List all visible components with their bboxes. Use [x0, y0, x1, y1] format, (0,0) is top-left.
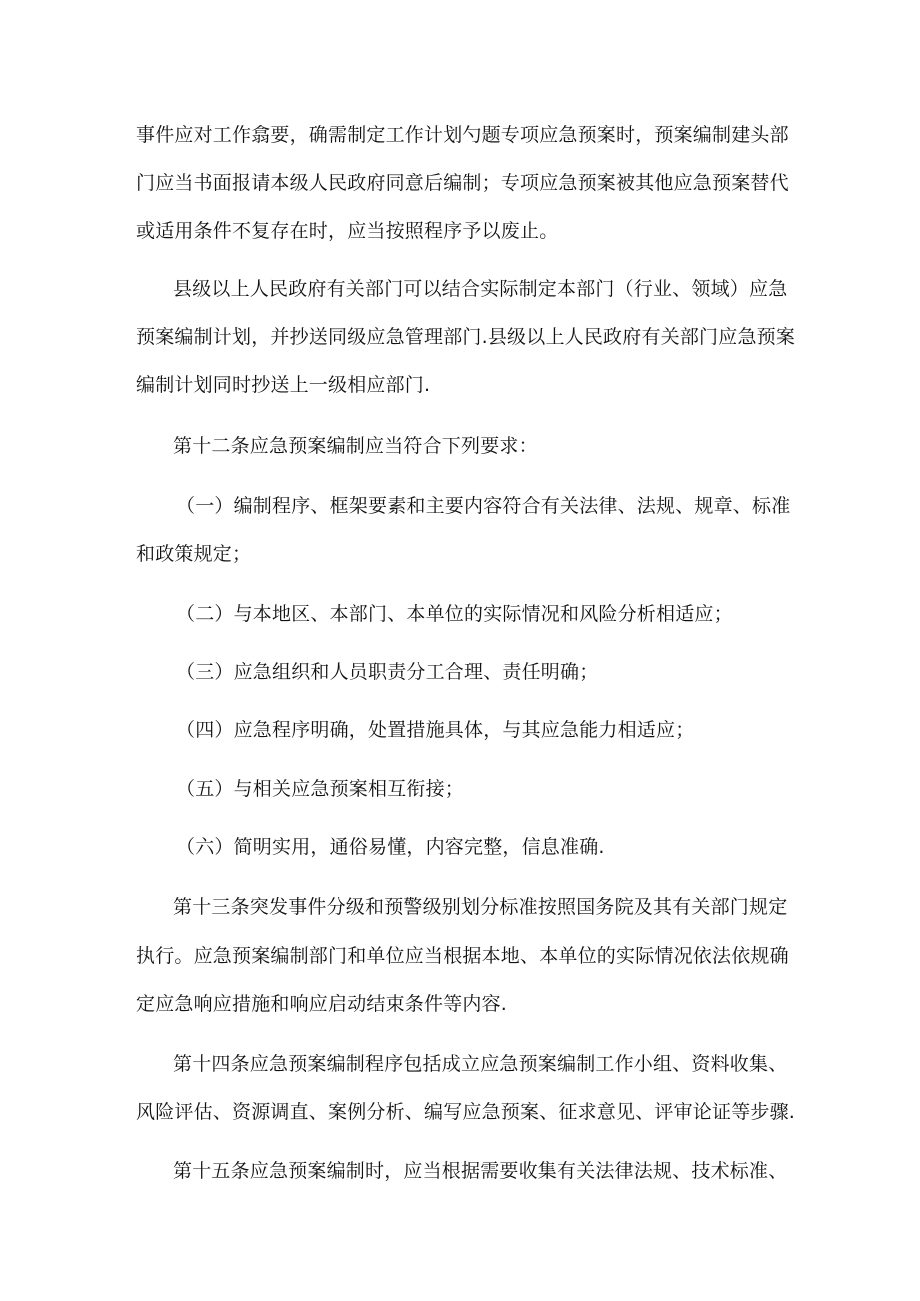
text-line-6: 编制计划同时抄送上一级相应部门.: [136, 374, 431, 396]
text-line-14: （六）简明实用，通俗易懂，内容完整，信息准确.: [176, 836, 605, 858]
text-line-12: （四）应急程序明确，处置措施具体，与其应急能力相适应；: [176, 719, 695, 741]
text-line-17: 定应急响应措施和响应启动结束条件等内容.: [136, 993, 508, 1015]
text-line-11: （三）应急组织和人员职责分工合理、责任明确；: [176, 661, 599, 683]
text-line-18: 第十四条应急预案编制程序包括成立应急预案编制工作小组、资料收集、: [173, 1053, 788, 1075]
text-line-15: 第十三条突发事件分级和预警级别划分标准按照国务院及其有关部门规定: [173, 896, 788, 918]
text-line-13: （五）与相关应急预案相互衔接；: [176, 778, 465, 800]
text-line-10: （二）与本地区、本部门、本单位的实际情况和风险分析相适应；: [176, 603, 733, 625]
text-line-19: 风险评估、资源调直、案例分析、编写应急预案、征求意见、评审论证等步骤.: [136, 1101, 796, 1123]
text-line-2: 门应当书面报请本级人民政府同意后编制；专项应急预案被其他应急预案替代: [136, 172, 789, 194]
text-line-5: 预案编制计划，并抄送同级应急管理部门.县级以上人民政府有关部门应急预案: [136, 326, 796, 348]
text-line-4: 县级以上人民政府有关部门可以结合实际制定本部门（行业、领域）应急: [173, 278, 788, 300]
text-line-16: 执行。应急预案编制部门和单位应当根据本地、本单位的实际情况依法依规确: [136, 945, 789, 967]
text-line-9: 和政策规定；: [136, 543, 252, 565]
text-line-20: 第十五条应急预案编制时，应当根据需要收集有关法律法规、技术标准、: [173, 1160, 788, 1182]
text-line-1: 事件应对工作翕要，确需制定工作计划勺题专项应急预案时，预案编制建头部: [136, 124, 789, 146]
text-line-3: 或适用条件不复存在时，应当按照程序予以废止。: [136, 220, 559, 242]
text-line-8: （一）编制程序、框架要素和主要内容符合有关法律、法规、规章、标准: [176, 495, 791, 517]
text-line-7: 第十二条应急预案编制应当符合下列要求：: [173, 435, 538, 457]
